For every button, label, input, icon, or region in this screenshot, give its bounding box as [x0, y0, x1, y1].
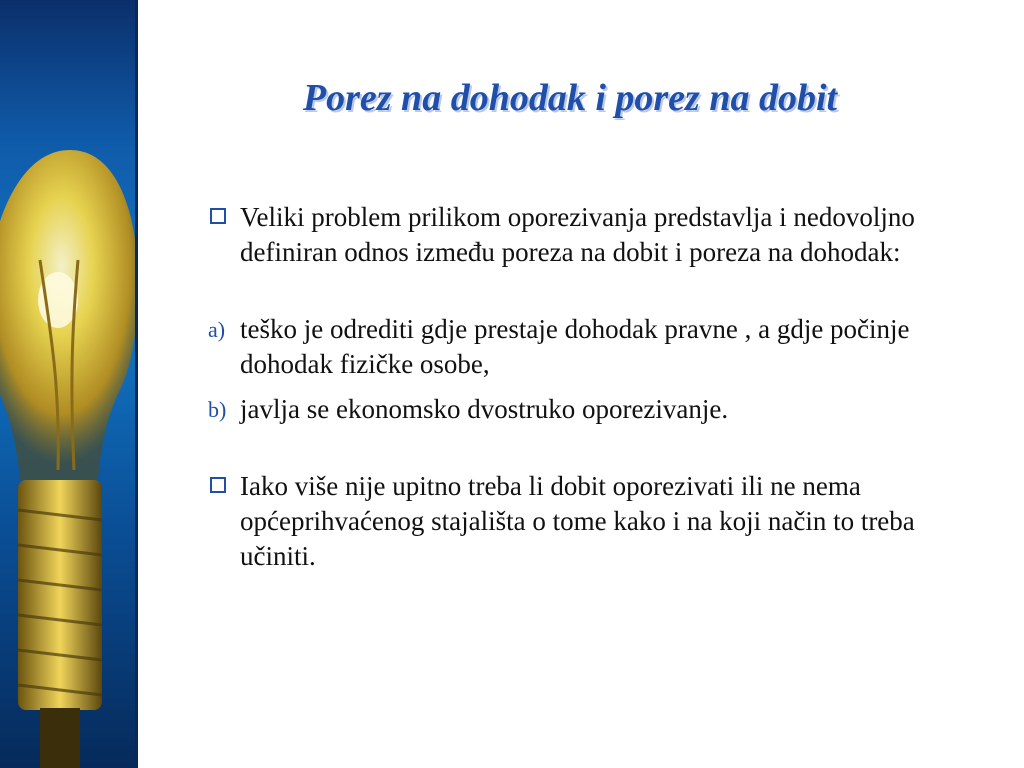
sub-item-text: teško je odrediti gdje prestaje dohodak pravne , a gdje počinje dohodak fizičke osobe,	[240, 314, 910, 379]
slide-content	[208, 200, 948, 574]
spacer	[208, 427, 948, 469]
light-bulb-image	[0, 0, 138, 768]
sub-item	[208, 392, 948, 427]
spacer	[208, 382, 948, 392]
bullet-item	[208, 469, 948, 574]
light-bulb-icon	[0, 0, 138, 768]
hollow-square-icon	[210, 208, 226, 224]
slide-title: Porez na dohodak i porez na dobit	[302, 77, 838, 119]
hollow-square-icon	[210, 477, 226, 493]
bullet-text: Veliki problem prilikom oporezivanja predstavlja i nedovoljno definiran odnos između poreza na dobit i poreza na dohodak:	[240, 202, 915, 267]
bullet-text: Iako više nije upitno treba li dobit oporezivati ili ne nema općeprihvaćenog stajališta o tome kako i na koji način to treba učiniti.	[240, 471, 915, 571]
side-image-edge	[135, 0, 138, 768]
sub-item	[208, 312, 948, 382]
spacer	[208, 270, 948, 312]
sub-item-label: b)	[208, 397, 227, 422]
sub-item-label: a)	[208, 317, 226, 342]
bullet-item	[208, 200, 948, 270]
sub-item-text: javlja se ekonomsko dvostruko oporezivanje.	[240, 394, 729, 424]
